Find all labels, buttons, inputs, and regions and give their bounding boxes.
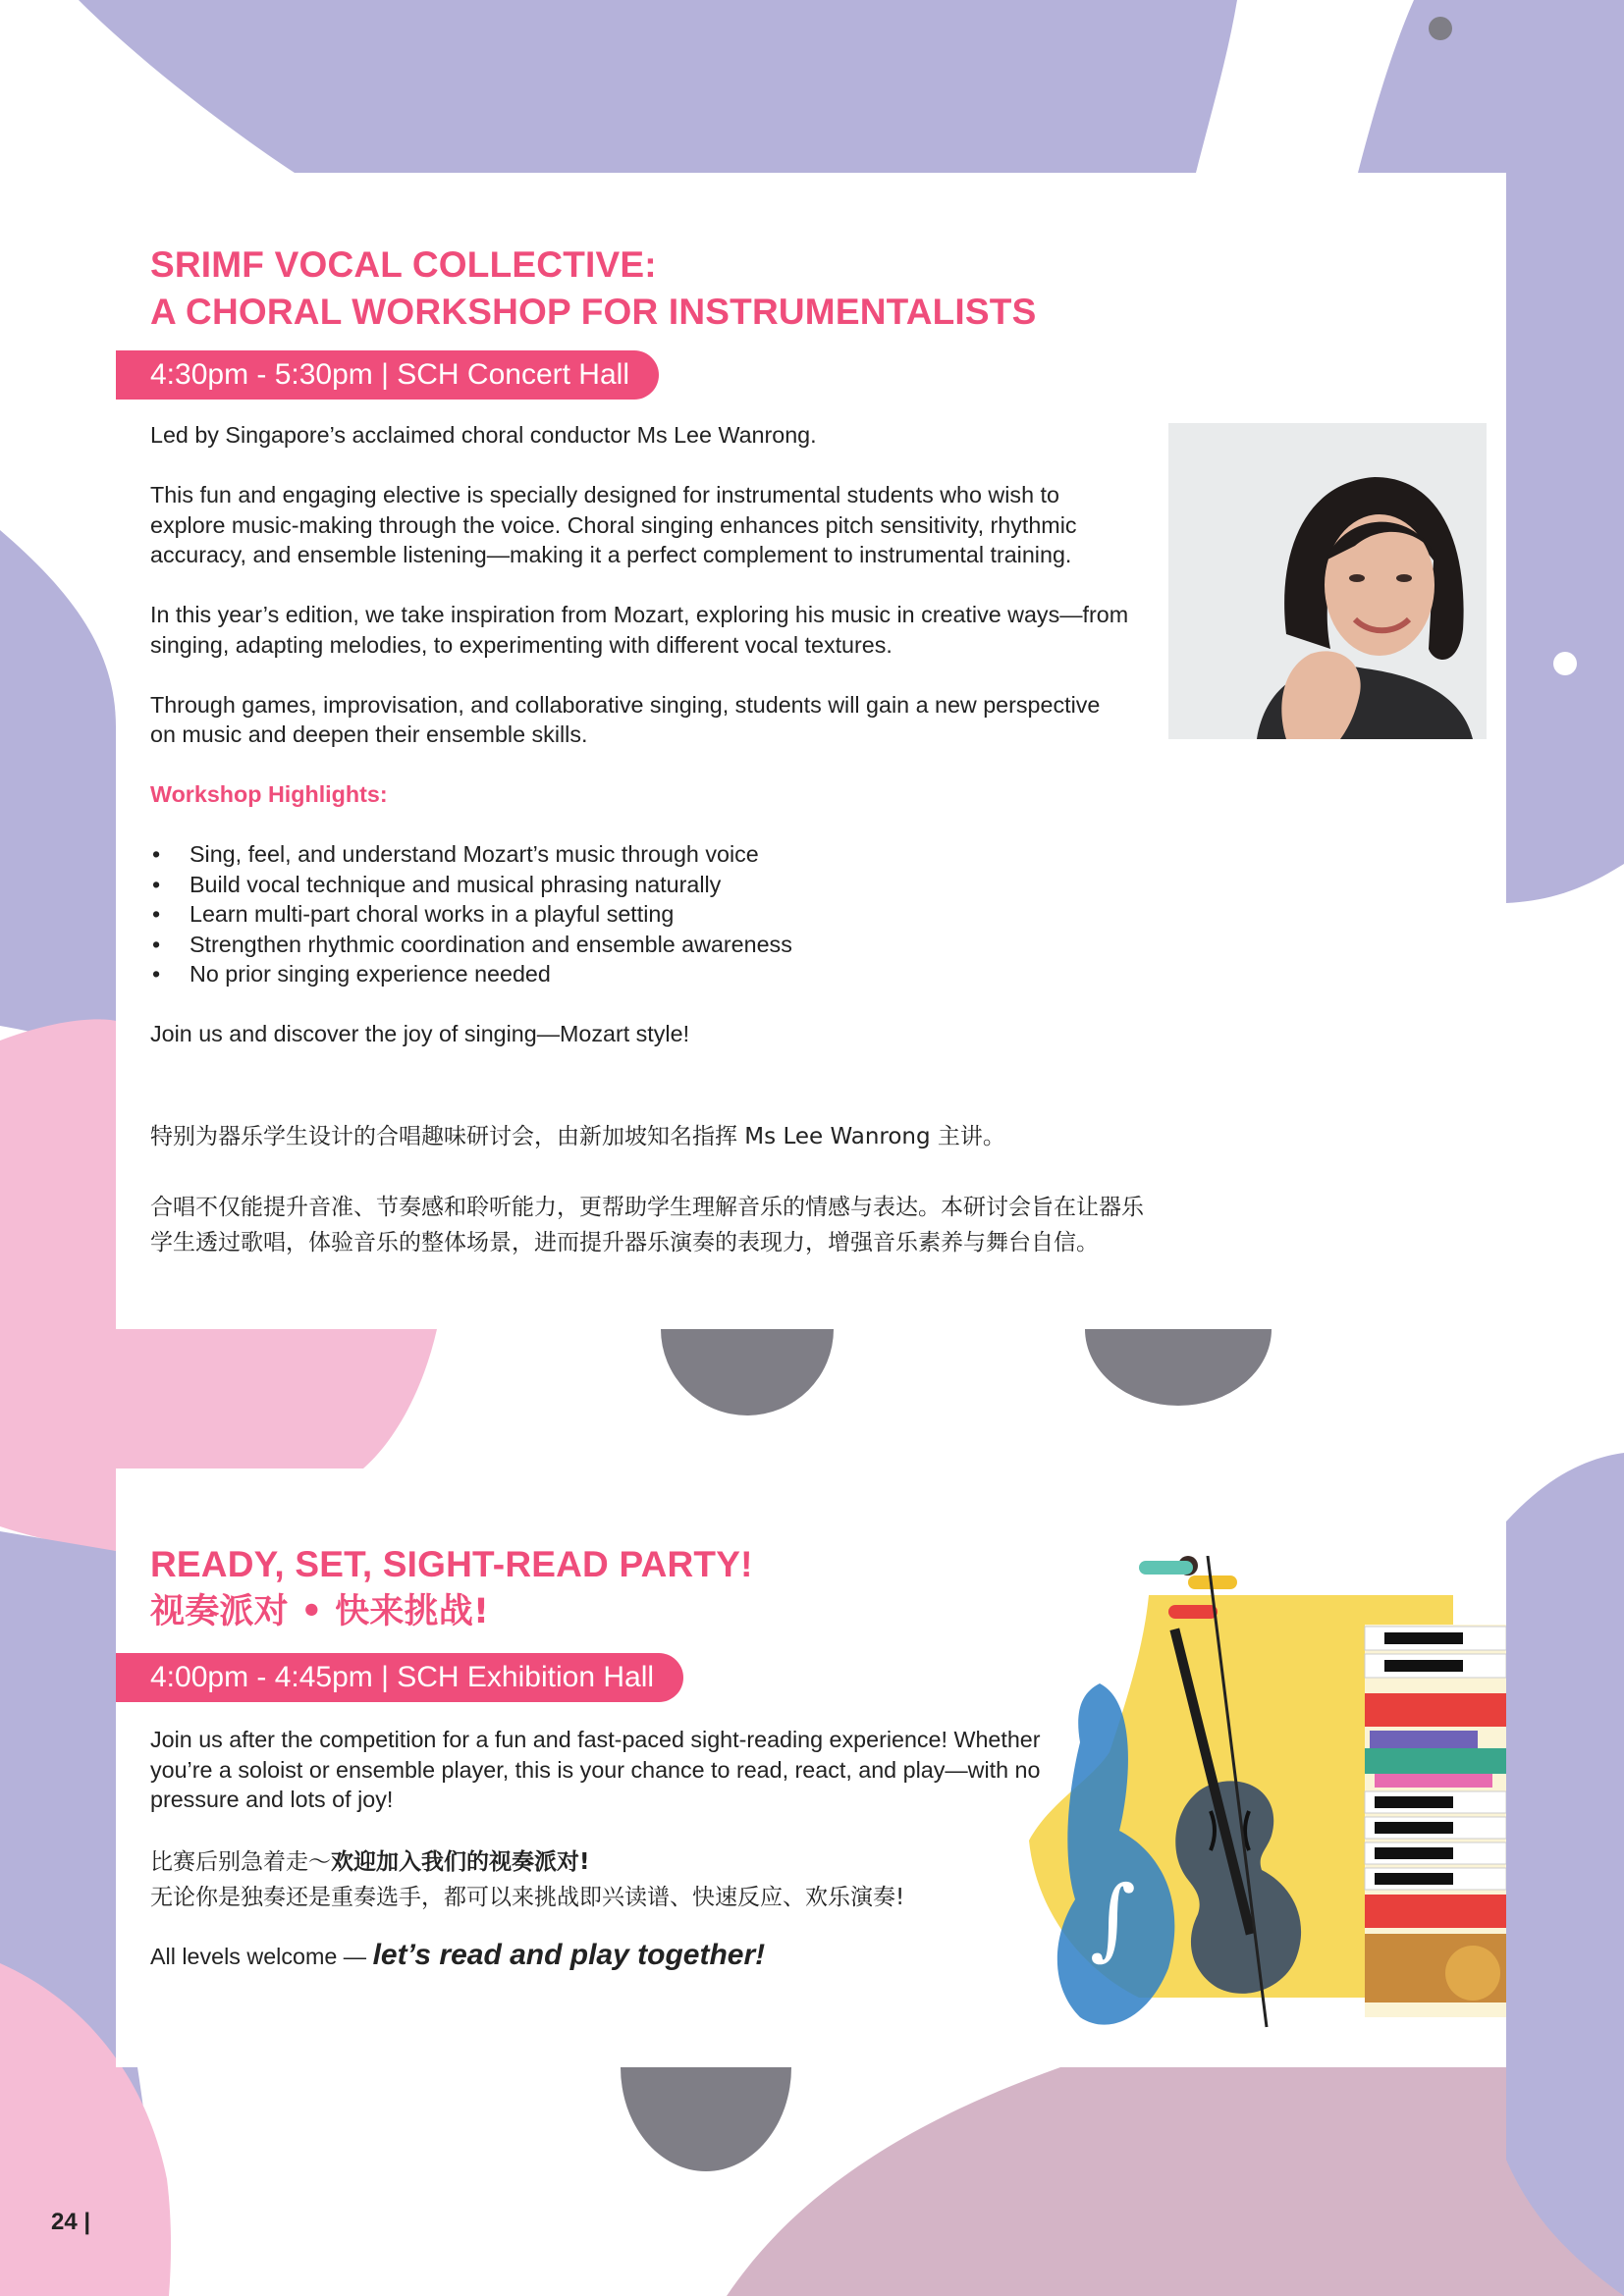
workshop-intro: Led by Singapore’s acclaimed choral conductor Ms Lee Wanrong. (150, 422, 817, 448)
small-grey-dot (1429, 17, 1452, 40)
list-item: • Strengthen rhythmic coordination and ensemble awareness (152, 931, 792, 957)
sight-read-closing-emphasis: let’s read and play together! (372, 1939, 766, 1971)
svg-text:∫: ∫ (1090, 1867, 1136, 1970)
grey-semicircle-3 (621, 2067, 791, 2171)
violin-piano-illustration (1021, 1556, 1506, 2037)
workshop-highlights-heading: Workshop Highlights: (150, 781, 388, 807)
workshop-description (150, 420, 1129, 1049)
lavender-blob-right (1506, 1453, 1624, 2296)
lavender-blob-left (0, 530, 116, 1050)
sight-read-closing (150, 1941, 1034, 1972)
list-item: • Sing, feel, and understand Mozart’s music through voice (152, 841, 759, 867)
workshop-para-2: In this year’s edition, we take inspiration from Mozart, exploring his music in creative ways—from singing, adapting melodies, to experimenting with different vocal textures. (150, 602, 1129, 658)
workshop-closing: Join us and discover the joy of singing—Mozart style! (150, 1021, 690, 1046)
workshop-para-1: This fun and engaging elective is specially designed for instrumental students who wish to explore music-making through the voice. Choral singing enhances pitch sensitivity, rhythmic accuracy, and ensemble listening—making it a perfect complement to instrumental training. (150, 482, 1077, 567)
list-item: • No prior singing experience needed (152, 961, 551, 987)
sight-read-cn-line-2: 无论你是独奏还是重奏选手，都可以来挑战即兴读谱、快速反应、欢乐演奏! (150, 1885, 905, 1910)
lavender-blob-top (0, 0, 1237, 173)
sight-read-time-badge: 4:00pm - 4:45pm | SCH Exhibition Hall (116, 1653, 683, 1702)
conductor-portrait (1168, 423, 1487, 739)
sight-read-para-1: Join us after the competition for a fun and fast-paced sight-reading experience! Whether you’re a soloist or ensemble player, this is your chance to read, react, and play—with no pressure and lots of joy! (150, 1727, 1041, 1812)
grey-semicircle-2 (1085, 1329, 1272, 1406)
grey-semicircle-1 (661, 1329, 834, 1415)
workshop-time-badge: 4:30pm - 5:30pm | SCH Concert Hall (116, 350, 659, 400)
sight-read-title-cn: 视奏派对 • 快来挑战! (150, 1592, 490, 1631)
small-white-dot (1553, 652, 1577, 675)
sight-read-title (150, 1541, 753, 1635)
list-item: • Learn multi-part choral works in a playful setting (152, 901, 675, 927)
mauve-blob-bottom (727, 2067, 1624, 2296)
workshop-highlights-list (150, 839, 1122, 989)
workshop-cn-para-1: 特别为器乐学生设计的合唱趣味研讨会，由新加坡知名指挥 Ms Lee Wanrong 主讲。 (150, 1124, 1005, 1149)
list-item: • Build vocal technique and musical phrasing naturally (152, 871, 722, 897)
music-artwork (1021, 1556, 1506, 2037)
workshop-title (150, 241, 1036, 336)
sight-read-title-en: READY, SET, SIGHT-READ PARTY! (150, 1544, 753, 1584)
page-number: 24 | (51, 2209, 91, 2235)
portrait-illustration (1168, 423, 1487, 739)
sight-read-chinese-text (150, 1844, 1034, 1915)
workshop-cn-para-2: 合唱不仅能提升音准、节奏感和聆听能力，更帮助学生理解音乐的情感与表达。本研讨会旨在让器乐学生透过歌唱，体验音乐的整体场景，进而提升器乐演奏的表现力，增强音乐素养与舞台自信。 (150, 1195, 1144, 1255)
workshop-title-line2: A CHORAL WORKSHOP FOR INSTRUMENTALISTS (150, 292, 1037, 332)
workshop-title-line1: SRIMF VOCAL COLLECTIVE: (150, 244, 657, 285)
sight-read-closing-normal: All levels welcome — (150, 1944, 373, 1969)
sight-read-cn-line-1: 比赛后别急着走～欢迎加入我们的视奏派对! (150, 1849, 590, 1875)
workshop-para-3: Through games, improvisation, and collaborative singing, students will gain a new perspective on music and deepen their ensemble skills. (150, 691, 1101, 747)
workshop-chinese-text (150, 1119, 1162, 1260)
sight-read-description (150, 1725, 1068, 1815)
